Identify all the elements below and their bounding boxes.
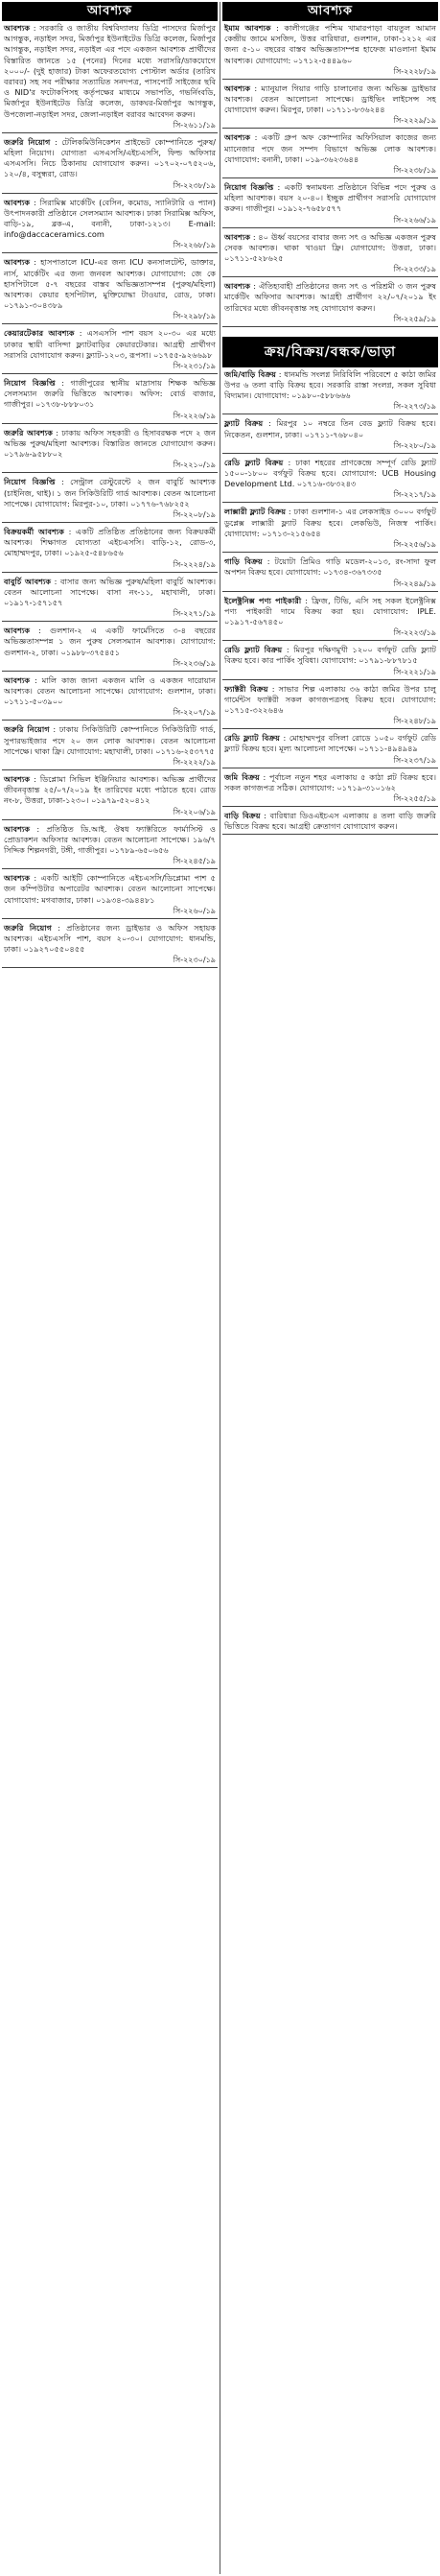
ad-reference-code: সি-২২৫৬/১৯ <box>393 540 436 550</box>
classified-ad <box>222 594 438 642</box>
ad-body: : ধানমন্ডি সংলগ্ন নিরিবিলি পরিবেশে ৫ কাঠা জমির উপর ৬ তলা বাড়ি বিক্রয় হবে। সরকারি রাস্তা সংলগ্ন, সকল সুবিধা বিদ্যমান। যোগাযোগ: ০১৯৮০-৫৮৮৬৬৬ <box>224 368 436 401</box>
classified-ad <box>222 682 438 730</box>
ad-reference-code: সি-২২১০/১৯ <box>173 461 216 470</box>
ad-body: : বারিধারা ডিওএইচএস এলাকায় ৪ তলা বাড়ি জরুরি ভিত্তিতে বিক্রয় হবে। আগ্রহী ক্রেতাগণ যোগাযোগ করুন। <box>224 810 436 832</box>
classified-ad <box>222 809 438 835</box>
ad-body: : প্রতিষ্ঠিত ডি.আই. ঔষধ ফ্যাক্টরিতে ফার্মাসিস্ট ও প্রোডাকশন অফিসার আবশ্যক। বেতন আলোচনা সাপেক্ষে। ১৯৬/৭ সিদ্দিক শিল্পনগরী, টঙ্গী, গাজীপুর। ০১৭৮৯-৬৫০৬৫৬ <box>4 823 216 855</box>
ad-title: রেডি ফ্ল্যাট বিক্রয় <box>224 733 280 744</box>
ad-reference-code: সি-২২৫৫/১৯ <box>393 793 436 803</box>
ad-reference-code: সি-২২৯৮/১৯ <box>173 312 216 321</box>
ad-separator <box>2 423 218 424</box>
ad-title: আবশ্যক <box>4 626 31 636</box>
ad-reference-code: সি-২২৪৯/১৯ <box>393 579 436 588</box>
ad-text <box>222 770 438 793</box>
ad-title: জরুরি আবশ্যক <box>4 427 54 437</box>
classified-ad <box>2 196 218 254</box>
wanted-header-left: আবশ্যক <box>2 2 218 21</box>
ad-text <box>222 594 438 628</box>
classified-ad <box>2 822 218 870</box>
ad-separator <box>222 679 438 680</box>
ad-title: আবশ্যক <box>4 873 31 884</box>
ad-separator <box>2 373 218 374</box>
ad-text <box>2 426 218 461</box>
ad-reference-code: সি-২২০৮/১৯ <box>173 509 216 519</box>
classified-ad <box>222 770 438 807</box>
ad-title: আবশ্যক <box>224 83 251 93</box>
classified-ad <box>222 416 438 453</box>
ad-separator <box>2 819 218 820</box>
ad-reference-code: সি-২২৮০/১৯ <box>393 440 436 450</box>
classified-ad <box>2 674 218 721</box>
ad-reference-code: সি-২২২৩/১৯ <box>393 628 436 638</box>
ad-separator <box>222 552 438 553</box>
ad-body: : প্রতিষ্ঠানের জন্য ড্রাইভার ও অফিস সহায়ক আবশ্যক। এইচএসসি পাশ, বয়স ২০-৩০। যোগাযোগ: ধানমন্ডি, ঢাকা। ০১৯২৭০৫৫০৪৫৫ <box>4 922 217 955</box>
ad-reference-code: সি-২২১৭/১৯ <box>393 490 436 500</box>
ad-body: : ফ্রিজ, টিভি, এসি সহ সকল ইলেক্ট্রনিক্স পণ্য পাইকারী দামে বিক্রয় করা হয়। যোগাযোগ: IPLE. ০১৯১৭-৫৬৭৪৫০ <box>224 595 436 626</box>
ad-title: জরুরি নিয়োগ <box>4 136 51 147</box>
ad-body: : একটি আইটি কোম্পানিতে এইচএসসি/ডিপ্লোমা পাশ ৫ জন কম্পিউটার অপারেটর আবশ্যক। বেতন আলোচনা সাপেক্ষে। যোগাযোগ: মগবাজার, ঢাকা। ০১৯৩৪-৩৯৪৪৮১ <box>4 873 216 905</box>
ad-title: জমি/বাড়ি বিক্রয় <box>224 368 276 379</box>
ad-body: : পূর্বাচল নতুন শহর এলাকায় ৫ কাঠা প্লট বিক্রয় হবে। সকল কাগজপত্র সঠিক। যোগাযোগ: ০১৭১৯-৩১০১৬২ <box>224 771 436 792</box>
ad-separator <box>222 502 438 503</box>
ad-body: : মালি কাজ জানা একজন মালি ও একজন দারোয়ান আবশ্যক। বেতন আলোচনা সাপেক্ষে। যোগাযোগ: গুলশান, ঢাকা। ০১৭১১-৫০৩৯০০ <box>4 674 216 707</box>
ad-separator <box>222 276 438 277</box>
ad-body: : একটি গ্রুপ অফ কোম্পানির অফিসিয়াল কাজের জন্য ম্যানেজার পদে জন সম্পদ বিভাগে অভিজ্ঞ লোক আবশ্যক। যোগাযোগ: বনানী, ঢাকা। ০১৯-৩৬২৩৬৪৪ <box>224 132 436 164</box>
ad-title: জরুরি নিয়োগ <box>4 724 50 735</box>
ad-text <box>2 575 218 609</box>
ad-separator <box>2 621 218 622</box>
section-gap <box>222 329 438 337</box>
ad-text <box>2 376 218 411</box>
ad-body: : ঐতিহ্যবাহী প্রতিষ্ঠানের জন্য সৎ ও পরিশ্রমী ৩ জন পুরুষ মার্কেটিং অফিসার আবশ্যক। আগ্রহী প্রার্থীগণ ২২/০৭/২০১৯ ইং তারিখের মধ্যে জীবনবৃত্তান্ত সহ যোগাযোগ করুন। <box>224 281 436 313</box>
classified-ad <box>2 772 218 820</box>
ad-separator <box>222 728 438 729</box>
ad-reference-code: সি-২২৩৩/১৯ <box>393 265 436 274</box>
ad-title: আবশ্যক <box>4 773 31 784</box>
ad-title: ফ্যাক্টরী বিক্রয় <box>224 683 268 694</box>
ad-body: : গাজীপুরের স্থানীয় মাদ্রাসায় শিক্ষক অভিজ্ঞ সেলসম্যান জরুরি ভিত্তিতে আবশ্যক। অফিস: বোর্ড বাজার, গাজীপুর। ০১৭৩৮-৮৮৮০৩১ <box>4 378 216 410</box>
ad-title: রেডি ফ্ল্যাট বিক্রয় <box>224 457 284 467</box>
ad-body: : মোহাম্মদপুর বসিলা রোডে ১০৫০ বর্গফুট রেডি ফ্ল্যাট বিক্রয় হবে। মূল্য আলোচনা সাপেক্ষে। ০১৭১১-৪৯৪৯৪৯ <box>224 733 436 754</box>
ad-body: : ঢাকায় সিকিউরিটি কোম্পানিতে সিকিউরিটি গার্ড, সুপারভাইজার পদে ২০ জন লোক আবশ্যক। বেতন আলোচনা সাপেক্ষে। থাকা ফ্রি। যোগাযোগ: মহাখালী, ঢাকা। ০১৭১৬-২৫৩৭৭৫ <box>4 724 216 756</box>
ad-reference-code: সি-২২২৮/১৯ <box>393 66 436 76</box>
ad-reference-code: সি-২২৬৮/১৯ <box>173 241 216 250</box>
classified-ad <box>222 643 438 679</box>
ad-body: : একটি স্বনামধন্য প্রতিষ্ঠানে বিভিন্ন পদে পুরুষ ও মহিলা আবশ্যক। বয়স ২০-৪০। ইচ্ছুক প্রার্থীগণ সরাসরি যোগাযোগ করুন। গাজীপুর। ০১৯১২-৭৬৫৮৫৭৭ <box>224 182 436 214</box>
classified-ad <box>2 624 218 672</box>
right-bottom-ads <box>222 367 438 835</box>
ad-separator <box>2 572 218 573</box>
ad-body: : সাভার শিল্প এলাকায় ৩৬ কাঠা জমির উপর চালু গার্মেন্টস ফ্যাক্টরী সকল কাগজপত্রসহ বিক্রয় হবে। যোগাযোগ: ০১৭১৫-৩২২৬৪৬ <box>224 683 437 715</box>
ad-reference-code: সি-২২৬০/১৯ <box>173 906 216 915</box>
ad-title: লাক্সারী ফ্ল্যাট বিক্রয় <box>224 507 287 517</box>
ad-title: গাড়ি বিক্রয় <box>224 556 263 567</box>
ad-body: : সরকারি ও জাতীয় বিশ্ববিদ্যালয় ডিগ্রি পাসদের মির্জাপুর আগন্তুক, নড়াইল সদর, মির্জাপুর ইউনাইটেড ডিগ্রি কলেজ, মির্জাপুর আগন্তুক, নড়াইল সদর, নড়াইল এর পদে একজন আবশ্যক প্রার্থীদের বিস্তারিত জানতে ১৫ (পনের) দিনের মধ্যে সরাসরি/ডাকযোগে ২০০০/- (দুই হাজার) টাকা অফেরতযোগ্য পোস্টাল অর্ডার (তারিখ বরাবর) সহ সব পরীক্ষার সত্যায়িত সনদপত্র, পাসপোর্ট সাইজের ছবি ও NID'র ফটোকপিসহ কর্তৃপক্ষের মাধ্যমে সভাপতি, গভর্নিংবডি, মির্জাপুর ইউনাইটেড ডিগ্রি কলেজ, ডাকঘর-মির্জাপুর আগন্তুক, উপজেলা-নড়াইল সদর, জেলা-নড়াইল বরাবর আবেদন করুন। <box>4 23 216 119</box>
ad-separator <box>2 720 218 721</box>
ad-title: ইলেক্ট্রনিক্স পণ্য পাইকারী <box>224 595 302 605</box>
classified-ad <box>2 326 218 374</box>
ad-reference-code: সি-২২২৪/১৯ <box>173 559 216 569</box>
classified-ad <box>222 731 438 768</box>
buy-sell-header: ক্রয়/বিক্রয়/বন্ধক/ভাড়া <box>222 337 438 367</box>
ad-reference-code: সি-২২৩০/১৯ <box>173 956 216 965</box>
ad-title: আবশ্যক <box>4 823 31 834</box>
ad-reference-code: সি-২২৪৮/১৯ <box>393 717 436 726</box>
ad-text <box>2 921 218 956</box>
ad-text <box>2 772 218 807</box>
ad-body: : সেন্ট্রাল রেস্টুরেন্টে ২ জন বাবুর্চি আবশ্যক (চাইনিজ, থাই)। ১ জন সিকিউরিটি গার্ড আবশ্যক। বেতন আলোচনা সাপেক্ষে। যোগাযোগ: মিরপুর-১০, ঢাকা। ০১৭৭৬-৭৬৮২৫২ <box>4 477 216 508</box>
ad-separator <box>222 834 438 835</box>
ad-separator <box>2 671 218 672</box>
ad-title: জমি বিক্রয় <box>224 771 260 782</box>
ad-text <box>222 367 438 402</box>
ad-separator <box>222 79 438 80</box>
classified-ad <box>222 505 438 553</box>
ad-separator <box>2 193 218 194</box>
ad-separator <box>2 472 218 473</box>
ad-separator <box>222 453 438 454</box>
ad-title: বাবুর্চি আবশ্যক <box>4 576 52 586</box>
ad-separator <box>222 806 438 807</box>
classified-ad <box>222 130 438 178</box>
ad-reference-code: সি-২২২৯/১৯ <box>393 116 436 126</box>
ad-separator <box>2 918 218 919</box>
ad-separator <box>2 522 218 523</box>
ad-body: : ৪০ ঊর্ধ্ব বয়সের বাবার জন্য সৎ ও অভিজ্ঞ একজন পুরুষ সেবক আবশ্যক। থাকা খাওয়া ফ্রি। যোগাযোগ: উত্তরা, ঢাকা। ০১৭১১-৫২৮৬২৫ <box>224 231 436 264</box>
ad-reference-code: সি-২২৩১/১৯ <box>173 362 216 371</box>
ad-reference-code: সি-২২২৬/১৯ <box>173 411 216 420</box>
ad-separator <box>2 967 218 968</box>
ad-title: আবশ্যক <box>4 674 31 685</box>
ad-reference-code: সি-২২৫৯/১৯ <box>393 314 436 323</box>
wanted-header-right: আবশ্যক <box>222 2 438 21</box>
ad-title: কেয়ারটেকার আবশ্যক <box>4 328 75 339</box>
classified-ad <box>222 555 438 591</box>
ad-separator <box>222 640 438 641</box>
ad-title: আবশ্যক <box>224 281 251 292</box>
ad-text <box>2 624 218 658</box>
ad-reference-code: সি-২২৭৩/১৯ <box>393 402 436 412</box>
ad-title: নিয়োগ বিজ্ঞপ্তি <box>4 477 56 487</box>
ad-separator <box>2 252 218 253</box>
ad-body: : টয়োটা প্রিমিও গাড়ি মডেল-২০১৩, রং-সাদা ফুল অপশন বিক্রয় হবে। যোগাযোগ: ০১৭৩৪-৩৬৭৩৩৫ <box>224 556 436 578</box>
ad-title: নিয়োগ বিজ্ঞপ্তি <box>224 182 274 193</box>
ad-text <box>222 130 438 165</box>
ad-separator <box>2 769 218 770</box>
ad-separator <box>2 323 218 324</box>
ad-body: : মিরপুর ১০ নম্বরে তিন বেড ফ্ল্যাট বিক্রয় হবে। নিকেতন, গুলশান, ঢাকা। ০১৭১১-৭৬৮০৪০ <box>224 418 436 439</box>
ad-separator <box>222 128 438 129</box>
ad-body: : মিরপুর দক্ষিণমুখী ১২০০ বর্গফুট রেডি ফ্ল্যাট বিক্রয় হবে। কার পার্কিং সুবিধা। যোগাযোগ: ০১৭৯১-৮৮৭৮১৫ <box>224 645 436 666</box>
ad-title: রেডি ফ্ল্যাট বিক্রয় <box>224 645 283 655</box>
ad-text <box>2 326 218 361</box>
ad-separator <box>222 591 438 592</box>
ad-text <box>2 674 218 708</box>
ad-text <box>222 180 438 215</box>
ad-reference-code: সি-২২০৬/১৯ <box>173 807 216 816</box>
ad-body: : টেলিকমিউনিকেশন প্রাইভেট কোম্পানিতে পুরুষ/মহিলা নিয়োগ। যোগ্যতা এসএসসি/এইচএসসি, ফিল্ড অফিসার এসএসসি। নিচে ঠিকানায় যোগাযোগ করুন। ০১৭০২-০৭৫২০৬, ১২০/৪, বসুন্ধরা, রোড। <box>4 136 216 179</box>
classified-ad <box>2 426 218 474</box>
ad-body: : বাসার জন্য অভিজ্ঞ পুরুষ/মহিলা বাবুর্চি আবশ্যক। বেতন আলোচনা সাপেক্ষে। বাসা নং-১১, মহাখালী, ঢাকা। ০১৯১৭-১৫৭১৫৭ <box>4 576 216 607</box>
ad-text <box>222 555 438 578</box>
ad-body: : কালীগঞ্জের পশ্চিম খামারপাড়া বায়তুল আমান কেন্দ্রীয় জামে মসজিদ, উত্তর বারিধারা, গুলশান, ঢাকা-১২১২ এর জন্য ৫-১০ বছরের বাস্তব অভিজ্ঞতাসম্পন্ন হাফেজ মাওলানা ইমাম আবশ্যক। যোগাযোগ: ০১৭১২-৫৪৪৯৬০ <box>224 23 436 65</box>
classified-ad <box>2 376 218 424</box>
ad-text <box>222 505 438 539</box>
ad-separator <box>222 177 438 178</box>
classified-ad <box>222 180 438 228</box>
ad-text <box>222 456 438 490</box>
ad-title: ফ্ল্যাট বিক্রয় <box>224 418 264 429</box>
ad-title: ইমাম আবশ্যক <box>224 23 271 33</box>
ad-text <box>222 416 438 439</box>
ad-reference-code: সি-২২৩৭/১৯ <box>393 755 436 765</box>
ad-title: বাড়ি বিক্রয় <box>224 810 261 820</box>
ad-body: : ঢাকায় অফিস সহকারী ও হিসাবরক্ষক পদে ২ জন অভিজ্ঞ পুরুষ/মহিলা আবশ্যক। বিস্তারিত জানতে যোগাযোগ করুন। ০১৭৯৬-৯৫৮৮০২ <box>4 427 216 460</box>
classified-ad <box>2 525 218 573</box>
ad-reference-code: সি-২২৩৮/১৯ <box>173 180 216 190</box>
ad-separator <box>222 227 438 228</box>
ad-separator <box>2 868 218 869</box>
classified-ad <box>222 230 438 278</box>
ad-text <box>2 722 218 757</box>
ad-text <box>222 279 438 314</box>
classified-ad <box>222 367 438 415</box>
classified-ad <box>2 135 218 194</box>
ad-body: : সিরামিক্স মার্কেটিং (বেসিন, কমোড, স্যানিটারি ও প্যান) উৎপাদনকারী প্রতিষ্ঠানে সেলসম্যান আবশ্যক। ঢাকা সিরামিক্স অফিস, বাড়ি-১৯, ব্লক-এ, বনানী, ঢাকা-১২১৩। E-mail: info@daccaceramics.com <box>4 197 216 240</box>
ad-reference-code: সি-২২২২/১৯ <box>173 757 216 767</box>
ad-body: : হাসপাতালে ICU-এর জন্য ICU কনসালটেন্ট, ডাক্তার, নার্স, মার্কেটিং এর জন্য জনবল আবশ্যক। যোগাযোগ: জে কে হাসপিটালে ৫-৭ বছরের বাস্তব অভিজ্ঞতাসম্পন্ন (পুরুষ/মহিলা) আবশ্যক। কেয়ার হসপিটাল, মুক্তিযোদ্ধা টাওয়ার, রোড, ঢাকা। ০১৭৯১-৩০৪৩৮৯ <box>4 257 216 311</box>
ad-body: : একটি প্রতিষ্ঠিত প্রতিষ্ঠানের জন্য বিক্রয়কর্মী আবশ্যক। শিক্ষাগত যোগ্যতা এইচএসসি। বাড়ি-১২, রোড-৩, মোহাম্মদপুর, ঢাকা। ০১৯২৫-৫৪৮৬৫৬ <box>4 526 217 558</box>
ad-text <box>222 643 438 666</box>
ad-title: আবশ্যক <box>224 132 251 143</box>
ad-title: আবশ্যক <box>4 197 31 207</box>
ad-body: : ম্যানুয়াল গিয়ার গাড়ি চালানোর জন্য অভিজ্ঞ ড্রাইভার আবশ্যক। বেতন আলোচনা সাপেক্ষে। ড্রাইভিং লাইসেন্স সহ যোগাযোগ করুন। মিরপুর, ঢাকা। ০১৭১১-৮৩৬২৪৪ <box>224 83 436 115</box>
ad-body: : ঢাকা গুলশান-১ এর লেকসাইড ৩০০০ বর্গফুট ডুপ্লেক্স লাক্সারী ফ্ল্যাট বিক্রয় হবে। লেকভিউ, নিজস্ব পার্কিং। যোগাযোগ: ০১৭১৩-২১৫৬৫৪ <box>224 507 436 538</box>
classified-ad <box>2 871 218 919</box>
classified-ad <box>2 21 218 133</box>
ad-title: আবশ্যক <box>4 23 31 33</box>
ad-reference-code: সি-২২৪৫/১৯ <box>173 857 216 866</box>
classified-ad <box>222 456 438 504</box>
ad-reference-code: সি-২২৩৬/১৯ <box>173 658 216 668</box>
ad-title: আবশ্যক <box>224 231 251 242</box>
ad-body: : এসএসসি পাশ বয়স ২০-৩০ এর মধ্যে ঢাকার স্থায়ী বাসিন্দা ফ্ল্যাটবাড়ির কেয়ারটেকার। আগ্রহী প্রার্থীগণ সরাসরি যোগাযোগ করুন। ফ্ল্যাট-১২০৩, রূপসা। ০১৭৫৫-৯২৬৬৯৮ <box>4 328 216 360</box>
classified-ad <box>222 279 438 327</box>
left-column <box>2 2 218 970</box>
ad-reference-code: সি-২৬১১/১৯ <box>173 120 216 130</box>
classified-ad <box>2 921 218 969</box>
classified-ad <box>222 21 438 80</box>
ad-reference-code: সি-২২৬৬/১৯ <box>393 215 436 225</box>
ad-text <box>2 255 218 311</box>
ad-body: : গুলশান-২ এ একটি ফার্মেসিতে ৩-৪ বছরের অভিজ্ঞতাসম্পন্ন ১ জন পুরুষ সেলসম্যান আবশ্যক। যোগাযোগ: গুলশান-২, ঢাকা। ০১৯৮৮-৩৭৫৪৫১ <box>4 626 216 657</box>
ad-text <box>2 871 218 906</box>
ad-title: নিয়োগ বিজ্ঞপ্তি <box>4 378 56 389</box>
ad-text <box>2 525 218 559</box>
ad-text <box>222 731 438 754</box>
ad-text <box>222 682 438 717</box>
ad-separator <box>2 132 218 133</box>
ad-body: : ঢাকা শহরের প্রাণকেন্দ্রে সম্পূর্ণ রেডি ফ্ল্যাট ১৫০০-১৮০০ বর্গফুট বিক্রয় হবে। যোগাযোগ: UCB Housing Development Ltd. ০১৭১৬-৩৮৩২৪৩ <box>224 457 436 489</box>
ad-body: : ডিপ্লোমা সিভিল ইঞ্জিনিয়ার আবশ্যক। অভিজ্ঞ প্রার্থীদের জীবনবৃত্তান্ত ২৫/০৭/২০১৯ ইং তারিখের মধ্যে পাঠাতে হবে। রোড নং-৮, উত্তরা, ঢাকা-১২৩০। ০১৯৭৯-৫২০৪১২ <box>4 773 216 806</box>
ad-reference-code: সি-২২৩৮/১৯ <box>393 166 436 176</box>
ad-text <box>222 82 438 116</box>
classified-ad <box>2 722 218 770</box>
ad-text <box>2 822 218 857</box>
ad-text <box>222 809 438 832</box>
ad-text <box>222 230 438 265</box>
ad-text <box>2 475 218 509</box>
classified-ad <box>2 255 218 324</box>
ad-title: আবশ্যক <box>4 257 31 268</box>
right-column <box>222 2 438 837</box>
ad-text <box>222 21 438 66</box>
ad-reference-code: সি-২২৭১/১৯ <box>173 609 216 619</box>
ad-separator <box>222 326 438 327</box>
ad-title: জরুরি নিয়োগ <box>4 922 53 933</box>
classifieds-page <box>2 2 438 2574</box>
classified-ad <box>2 575 218 623</box>
ad-text <box>2 21 218 120</box>
right-top-ads <box>222 21 438 327</box>
classified-ad <box>222 82 438 130</box>
ad-text <box>2 135 218 180</box>
ad-title: বিক্রয়কর্মী আবশ্যক <box>4 526 65 536</box>
ad-text <box>2 196 218 241</box>
classified-ad <box>2 475 218 523</box>
ad-reference-code: সি-২২০৭/১৯ <box>173 708 216 718</box>
ad-reference-code: সি-২২২১/১৯ <box>393 667 436 676</box>
